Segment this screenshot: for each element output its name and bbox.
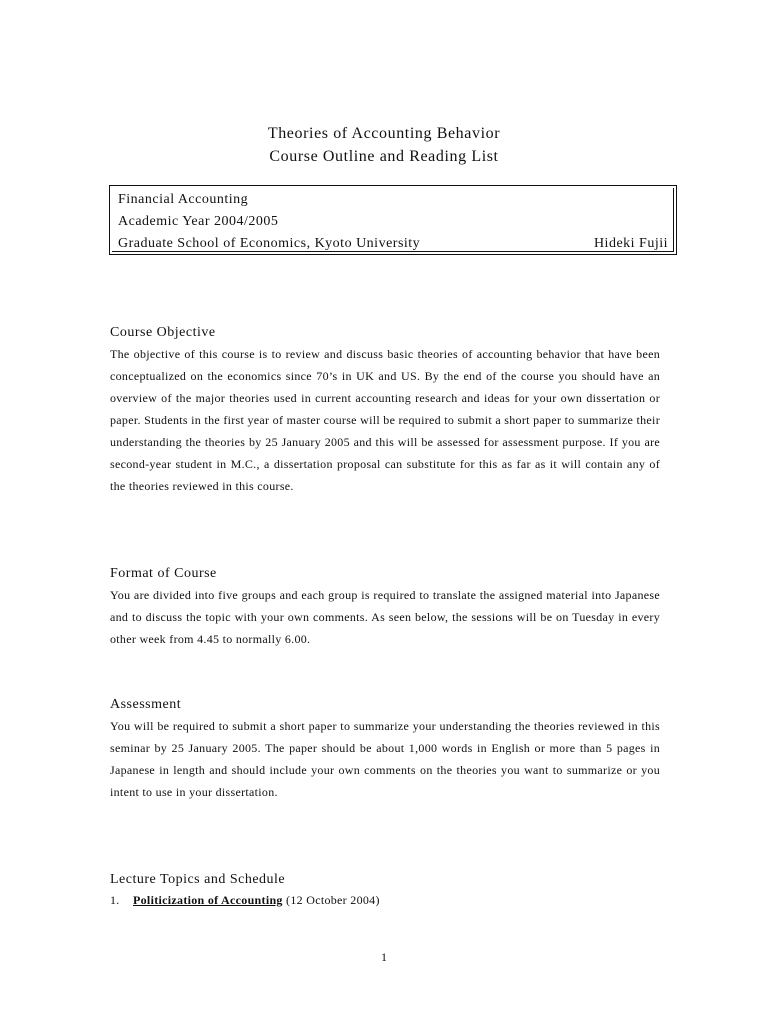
- topic-item: [110, 889, 660, 911]
- section-heading: Format of Course: [110, 566, 217, 581]
- topic-number: 1.: [110, 893, 120, 907]
- section-body: You are divided into five groups and each group is required to translate the assigned material into Japanese and to discuss the topic with your own comments. As seen below, the sessions will be on Tuesday in every other week from 4.45 to normally 6.00.: [110, 588, 660, 646]
- title-line-2: Course Outline and Reading List: [269, 148, 499, 165]
- section-course-objective: [110, 324, 660, 497]
- institution-line: [118, 235, 668, 253]
- title-line-1: Theories of Accounting Behavior: [267, 125, 501, 142]
- section-format-of-course: [110, 565, 660, 650]
- course-subject: Financial Accounting: [118, 192, 249, 207]
- section-heading: Assessment: [110, 697, 182, 712]
- topic-title: Politicization of Accounting: [133, 893, 283, 907]
- institution-name: Graduate School of Economics, Kyoto University: [118, 236, 421, 251]
- section-body: The objective of this course is to review and discuss basic theories of accounting behavior that have been conceptualized on the economics since 70’s in UK and US. By the end of the course you should have an overview of the major theories used in current accounting research and ideas for your own dissertation or paper. Students in the first year of master course will be required to submit a short paper to summarize their understanding the theories by 25 January 2005 and this will be assessed for assessment purpose. If you are second-year student in M.C., a dissertation proposal can substitute for this as far as it will contain any of the theories reviewed in this course.: [110, 347, 660, 493]
- instructor-name: Hideki Fujii: [593, 236, 668, 251]
- section-heading: Lecture Topics and Schedule: [110, 872, 286, 887]
- course-info-box: [109, 185, 677, 255]
- academic-year: Academic Year 2004/2005: [118, 214, 279, 229]
- section-body: You will be required to submit a short paper to summarize your understanding the theories reviewed in this seminar by 25 January 2005. The paper should be about 1,000 words in English or more than 5 pages in Japanese in length and should include your own comments on the theories you want to summarize or you intent to use in your dissertation.: [110, 719, 660, 799]
- document-title: [0, 122, 768, 168]
- topic-date: (12 October 2004): [282, 893, 380, 907]
- section-heading: Course Objective: [110, 325, 216, 340]
- section-lecture-topics: [110, 871, 660, 911]
- section-assessment: [110, 696, 660, 803]
- page-number: 1: [381, 950, 387, 964]
